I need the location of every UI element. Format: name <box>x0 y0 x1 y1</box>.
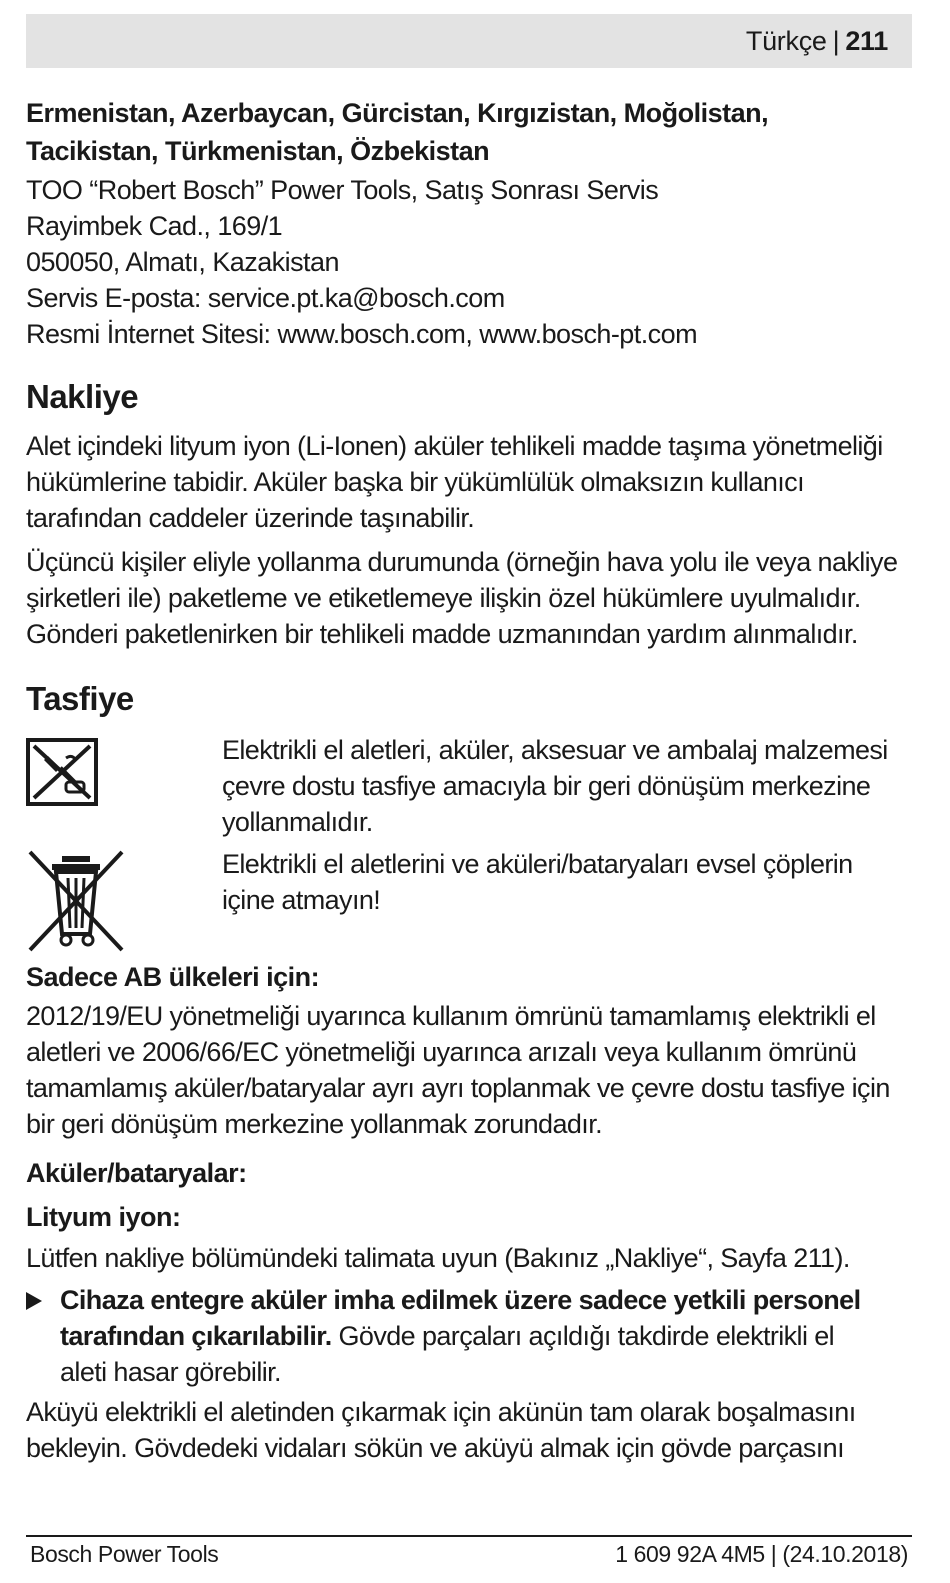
header-separator: | <box>832 26 840 56</box>
bullet-arrow-icon <box>26 1292 42 1310</box>
text-line: hükümlerine tabidir. Aküler başka bir yükümlülük olmaksızın kullanıcı <box>26 467 804 497</box>
eu-paragraph <box>26 998 912 1142</box>
text-line: aletleri ve 2006/66/EC yönetmeliği uyarınca arızalı veya kullanım ömrünü <box>26 1037 857 1067</box>
text-line: tamamlamış aküler/bataryalar ayrı ayrı toplanmak ve çevre dostu tasfiye için <box>26 1073 890 1103</box>
header-language: Türkçe <box>745 26 827 56</box>
bullet-rest-line2: Gövde parçaları açıldığı takdirde elektrikli el <box>331 1321 835 1351</box>
text-line: yollanmalıdır. <box>222 807 373 837</box>
no-household-waste-tool-icon <box>26 738 98 811</box>
disposal-paragraph-2 <box>222 846 888 918</box>
footer-divider <box>26 1535 912 1537</box>
address-line: TOO “Robert Bosch” Power Tools, Satış Sonrası Servis <box>26 175 659 205</box>
bullet-line-2 <box>60 1318 912 1354</box>
address-line: 050050, Almatı, Kazakistan <box>26 247 339 277</box>
warning-bullet <box>26 1282 912 1390</box>
page-number: 211 <box>845 26 888 56</box>
service-countries-line1: Ermenistan, Azerbaycan, Gürcistan, Kırgızistan, Moğolistan, <box>26 98 769 128</box>
address-line: Servis E-posta: service.pt.ka@bosch.com <box>26 283 505 313</box>
bullet-line-3: aleti hasar görebilir. <box>60 1357 281 1387</box>
tasfiye-heading: Tasfiye <box>26 680 134 717</box>
text-line: içine atmayın! <box>222 885 381 915</box>
disposal-block <box>26 732 912 956</box>
disposal-paragraph-1 <box>222 732 888 840</box>
text-line: şirketleri ile) paketleme ve etiketlemeye ilişkin özel hükümlere uyulmalıdır. <box>26 583 861 613</box>
battery-heading: Aküler/bataryalar: <box>26 1158 247 1188</box>
text-line: çevre dostu tasfiye amacıyla bir geri dönüşüm merkezine <box>222 771 871 801</box>
bullet-line-1 <box>60 1282 912 1318</box>
footer-document-id: 1 609 92A 4M5 | (24.10.2018) <box>615 1541 908 1567</box>
text-line: tarafından caddeler üzerinde taşınabilir. <box>26 503 475 533</box>
disposal-text <box>222 732 888 918</box>
page-content <box>26 94 912 1466</box>
text-line: Elektrikli el aletleri, aküler, aksesuar ve ambalaj malzemesi <box>222 735 888 765</box>
bullet-bold-line1: Cihaza entegre aküler imha edilmek üzere sadece yetkili personel <box>60 1285 861 1315</box>
text-line: 2012/19/EU yönetmeliği uyarınca kullanım ömrünü tamamlamış elektrikli el <box>26 1001 876 1031</box>
text-line: Alet içindeki lityum iyon (Li-Ionen) aküler tehlikeli madde taşıma yönetmeliği <box>26 431 883 461</box>
address-line: Resmi İnternet Sitesi: www.bosch.com, www.bosch-pt.com <box>26 319 698 349</box>
footer-publisher: Bosch Power Tools <box>30 1541 219 1567</box>
text-line: Üçüncü kişiler eliyle yollanma durumunda (örneğin hava yolu ile veya nakliye <box>26 547 898 577</box>
text-line: Aküyü elektrikli el aletinden çıkarmak için akünün tam olarak boşalmasını <box>26 1397 856 1427</box>
service-address <box>26 172 912 352</box>
final-paragraph <box>26 1394 912 1466</box>
address-line: Rayimbek Cad., 169/1 <box>26 211 283 241</box>
eu-heading: Sadece AB ülkeleri için: <box>26 962 320 992</box>
text-line: Gönderi paketlenirken bir tehlikeli madde uzmanından yardım alınmalıdır. <box>26 619 858 649</box>
page-header <box>26 14 912 68</box>
nakliye-heading: Nakliye <box>26 378 139 415</box>
service-section <box>26 94 912 352</box>
nakliye-paragraph-1 <box>26 428 912 536</box>
text-line: bekleyin. Gövdedeki vidaları sökün ve aküyü almak için gövde parçasını <box>26 1433 844 1463</box>
text-line: Elektrikli el aletlerini ve aküleri/bataryaları evsel çöplerin <box>222 849 853 879</box>
service-countries-line2: Tacikistan, Türkmenistan, Özbekistan <box>26 136 490 166</box>
text-line: bir geri dönüşüm merkezine yollanmak zorundadır. <box>26 1109 602 1139</box>
lithium-paragraph: Lütfen nakliye bölümündeki talimata uyun (Bakınız „Nakliye“, Sayfa 211). <box>26 1243 850 1273</box>
lithium-heading: Lityum iyon: <box>26 1202 181 1232</box>
bullet-bold-line2: tarafından çıkarılabilir. <box>60 1321 332 1351</box>
header-label <box>746 26 888 57</box>
crossed-out-wheelie-bin-icon <box>26 848 126 959</box>
nakliye-paragraph-2 <box>26 544 912 652</box>
